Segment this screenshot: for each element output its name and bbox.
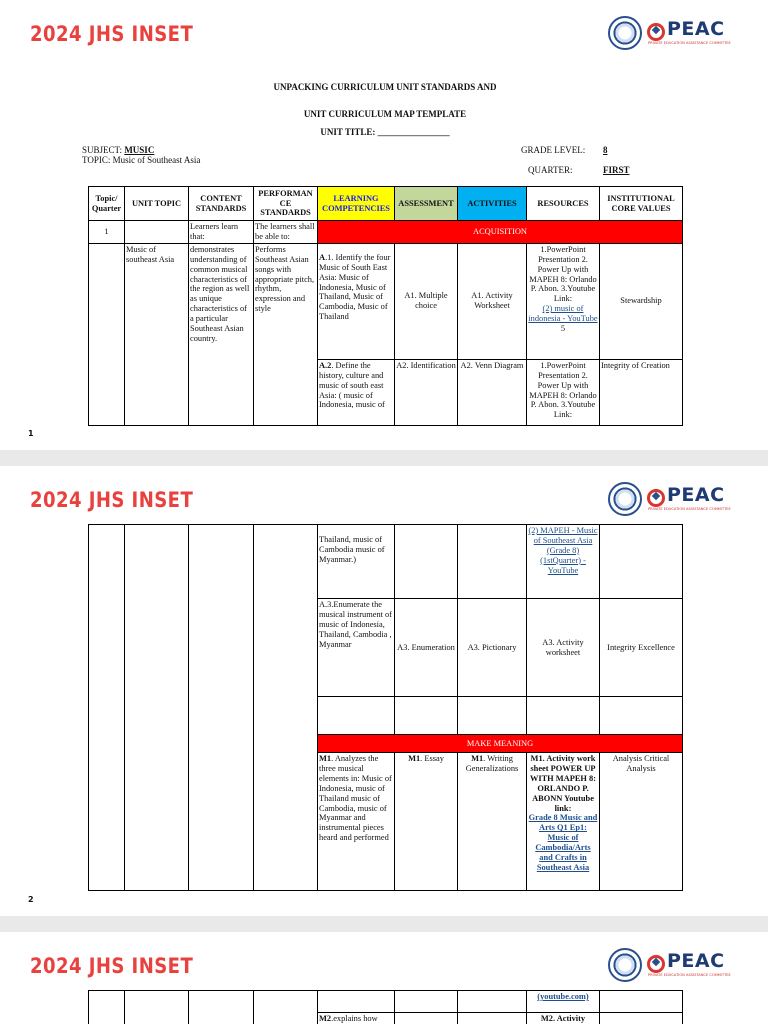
resource-a1-text: 1.PowerPoint Presentation 2. Power Up with MAPEH 8: Orlando P. Abon. 3.Youtube Link:	[529, 244, 597, 304]
core-value-a2-cell: Integrity of Creation	[600, 359, 683, 425]
competency-m2-cell: M2.explains how	[318, 1013, 395, 1024]
resource-m1-text: M1. Activity work sheet POWER UP WITH MAPEH 8: ORLANDO P. ABONN Youtube link	[529, 754, 597, 813]
assessment-a1-cell: A1. Multiple choice	[395, 243, 458, 359]
subject-line	[82, 145, 154, 155]
deped-seal-icon	[608, 16, 642, 50]
page-number-1: 1	[28, 429, 34, 438]
empty-cell	[318, 991, 395, 1013]
header-activities: ACTIVITIES	[458, 187, 527, 221]
peac-logo-subtext: PRIVATE EDUCATION ASSISTANCE COMMITTEE	[648, 41, 731, 45]
core-value-a1-cell: Stewardship	[600, 243, 683, 359]
resource-a1-link[interactable]: (2) music of indonesia - YouTube	[528, 304, 598, 324]
table-header-row	[89, 187, 683, 221]
empty-cell	[395, 1013, 458, 1024]
logo-group	[608, 16, 731, 50]
peac-mark-icon	[647, 489, 665, 507]
inset-title: 2024 JHS INSET	[30, 954, 194, 978]
empty-cell	[458, 525, 527, 599]
peac-logo-subtext: PRIVATE EDUCATION ASSISTANCE COMMITTEE	[648, 973, 731, 977]
logo-group	[608, 482, 731, 516]
subject-value: MUSIC	[124, 145, 155, 155]
empty-cell	[395, 991, 458, 1013]
activity-a1-cell: A1. Activity Worksheet	[458, 243, 527, 359]
header-assessment: ASSESSMENT	[395, 187, 458, 221]
resource-a2-link-cell	[527, 525, 600, 599]
empty-cell	[254, 991, 318, 1024]
curriculum-table-page2	[88, 524, 683, 891]
empty-cell	[458, 697, 527, 735]
resource-m1-cont-cell	[527, 991, 600, 1013]
curriculum-table-page1	[88, 186, 683, 426]
core-value-a3-cell: Integrity Excellence	[600, 599, 683, 697]
empty-cell	[527, 697, 600, 735]
deped-seal-icon	[608, 482, 642, 516]
assessment-a3-cell: A3. Enumeration	[395, 599, 458, 697]
resource-a1-tail: 5	[560, 324, 566, 334]
header-unit-topic: UNIT TOPIC	[125, 187, 189, 221]
resource-m1-cell: M1. Activity work sheet POWER UP WITH MAPEH 8: ORLANDO P. ABONN Youtube link: Grade 8 Music and Arts Q1 Ep1: Music of Cambodia/Arts and Crafts in Southeast Asia	[527, 753, 600, 891]
empty-cell	[89, 991, 125, 1024]
resource-m1-link[interactable]: Grade 8 Music and Arts Q1 Ep1: Music of Cambodia/Arts and Crafts in Southeast Asia	[528, 813, 598, 872]
empty-cell	[89, 525, 125, 891]
empty-cell	[458, 1013, 527, 1024]
empty-cell	[395, 697, 458, 735]
doc-heading-line2: UNIT CURRICULUM MAP TEMPLATE	[303, 109, 467, 119]
resource-m1-link-cont[interactable]: (youtube.com)	[537, 992, 589, 1001]
make-meaning-banner: MAKE MEANING	[318, 735, 683, 753]
grade-label: GRADE LEVEL:	[521, 145, 586, 155]
resource-a2-link[interactable]: (2) MAPEH - Music of Southeast Asia (Grade 8) (1stQuarter) - YouTube	[528, 526, 598, 575]
peac-logo-text: PEAC	[667, 950, 725, 972]
resource-a2-cell: 1.PowerPoint Presentation 2. Power Up with MAPEH 8: Orlando P. Abon. 3.Youtube Link:	[527, 359, 600, 425]
empty-cell	[458, 991, 527, 1013]
table-row-a1	[89, 243, 683, 359]
empty-cell	[600, 1013, 683, 1024]
empty-cell	[600, 697, 683, 735]
header-learning-competencies: LEARNING COMPETENCIES	[318, 187, 395, 221]
empty-cell	[89, 243, 125, 425]
empty-cell	[189, 991, 254, 1024]
content-intro-cell: Learners learn that:	[189, 221, 254, 244]
competency-m1-cell: M1. Analyzes the three musical elements in: Music of Indonesia, music of Thailand music of Cambodia, music of Myanmar and instrumental pieces heard and performed	[318, 753, 395, 891]
header-performance-standards: PERFORMAN CE STANDARDS	[254, 187, 318, 221]
page-2	[0, 466, 768, 916]
header-content-standards: CONTENT STANDARDS	[189, 187, 254, 221]
unit-topic-cell: Music of southeast Asia	[125, 243, 189, 425]
assessment-a2-cell: A2. Identification	[395, 359, 458, 425]
quarter-label: QUARTER:	[528, 165, 573, 175]
topic-quarter-cell: 1	[89, 221, 125, 244]
curriculum-table-page3	[88, 990, 683, 1024]
logo-group	[608, 948, 731, 982]
empty-cell	[125, 525, 189, 891]
core-value-m1-cell: Analysis Critical Analysis	[600, 753, 683, 891]
table-row-a2-cont	[89, 525, 683, 599]
content-standard-cell: demonstrates understanding of common musical characteristics of the region as well as unique characteristics of a particular Southeast Asian country.	[189, 243, 254, 425]
empty-cell	[125, 991, 189, 1024]
empty-cell	[189, 525, 254, 891]
resource-m2-cell: M2. Activity	[527, 1013, 600, 1024]
resource-a1-cell	[527, 243, 600, 359]
doc-heading-line1: UNPACKING CURRICULUM UNIT STANDARDS AND	[273, 82, 497, 92]
acquisition-banner: ACQUISITION	[318, 221, 683, 244]
header-resources: RESOURCES	[527, 187, 600, 221]
peac-logo-subtext: PRIVATE EDUCATION ASSISTANCE COMMITTEE	[648, 507, 731, 511]
quarter-value: FIRST	[603, 165, 630, 175]
inset-title: 2024 JHS INSET	[30, 488, 194, 512]
table-row	[89, 221, 683, 244]
activity-a3-cell: A3. Pictionary	[458, 599, 527, 697]
page-number-2: 2	[28, 895, 34, 904]
empty-cell	[395, 525, 458, 599]
empty-cell	[600, 991, 683, 1013]
performance-standard-cell: Performs Southeast Asian songs with appropriate pitch, rhythm, expression and style	[254, 243, 318, 425]
empty-cell	[125, 221, 189, 244]
competency-a2-cont-cell: Thailand, music of Cambodia music of Myanmar.)	[318, 525, 395, 599]
page-3	[0, 932, 768, 1024]
performance-intro-cell: The learners shall be able to:	[254, 221, 318, 244]
competency-a1-cell: A.1. Identify the four Music of South East Asia: Music of Indonesia, Music of Thailand, Music of Cambodia, Music of Thailand	[318, 243, 395, 359]
empty-cell	[254, 525, 318, 891]
unit-title: UNIT TITLE: ________________	[320, 127, 450, 137]
topic-line: TOPIC: Music of Southeast Asia	[82, 155, 201, 165]
peac-logo-text: PEAC	[667, 484, 725, 506]
peac-mark-icon	[647, 955, 665, 973]
subject-label: SUBJECT:	[82, 145, 123, 155]
grade-value: 8	[603, 145, 608, 155]
inset-title: 2024 JHS INSET	[30, 22, 194, 46]
table-row-m1-cont	[89, 991, 683, 1013]
empty-cell	[318, 697, 395, 735]
competency-a3-cell: A.3.Enumerate the musical instrument of music of Indonesia, Thailand, Cambodia , Myanmar	[318, 599, 395, 697]
header-core-values: INSTITUTIONAL CORE VALUES	[600, 187, 683, 221]
competency-a2-cell: A.2. Define the history, culture and music of south east Asia: ( music of Indonesia, music of	[318, 359, 395, 425]
header-topic-quarter: Topic/ Quarter	[89, 187, 125, 221]
activity-a2-cell: A2. Venn Diagram	[458, 359, 527, 425]
assessment-m1-cell: M1. Essay	[395, 753, 458, 891]
empty-cell	[600, 525, 683, 599]
page-1	[0, 0, 768, 450]
resource-a3-cell: A3. Activity worksheet	[527, 599, 600, 697]
activity-m1-cell: M1. Writing Generalizations	[458, 753, 527, 891]
peac-logo-text: PEAC	[667, 18, 725, 40]
peac-mark-icon	[647, 23, 665, 41]
deped-seal-icon	[608, 948, 642, 982]
